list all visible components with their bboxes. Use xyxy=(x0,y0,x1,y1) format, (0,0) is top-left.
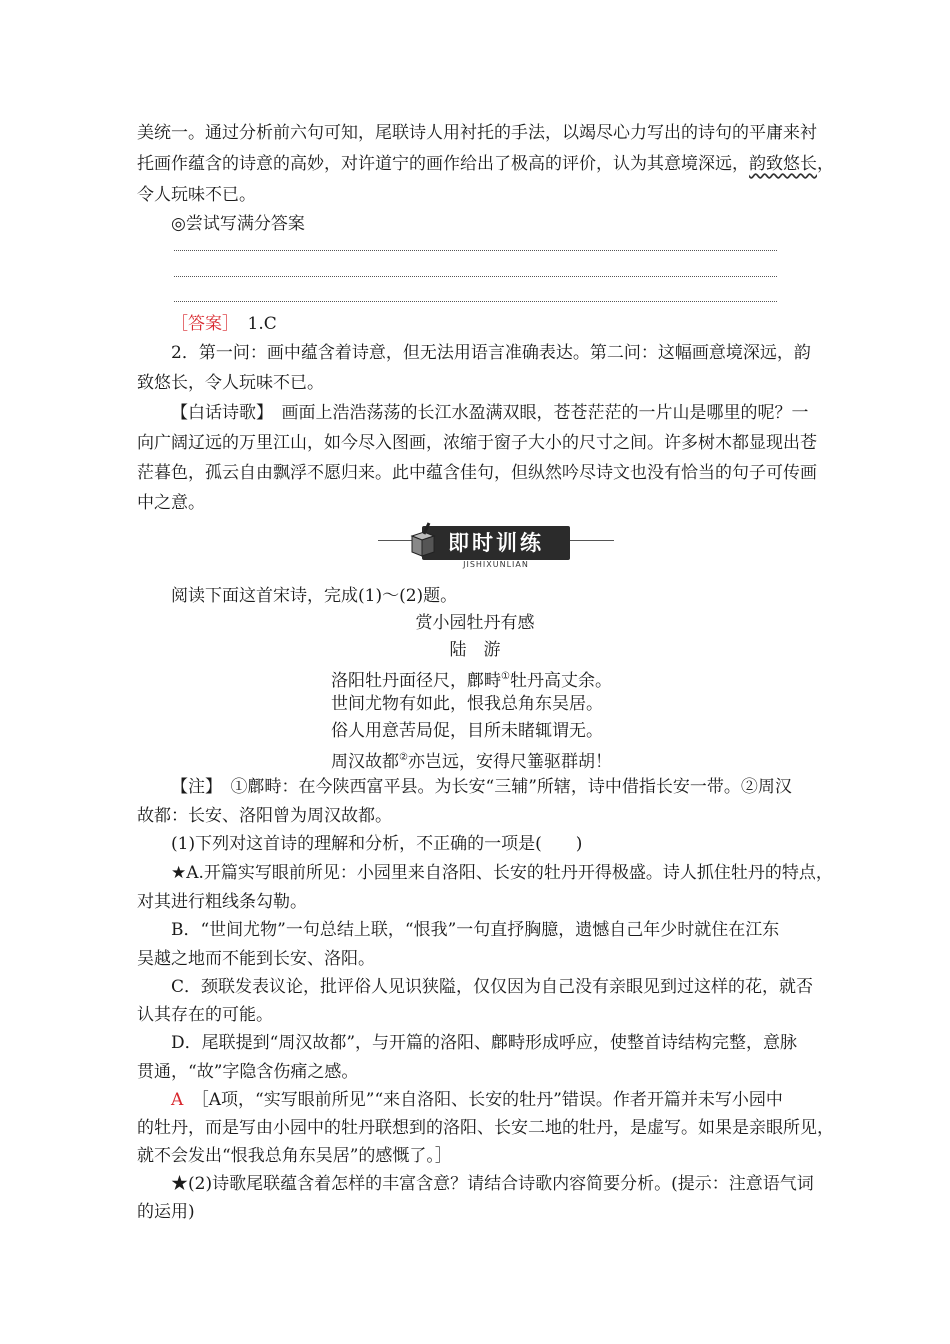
banner-title: 即时训练 xyxy=(422,526,570,560)
poem-line-2: 世间尤物有如此，恨我总角东吴居。 xyxy=(331,694,603,714)
footnote-marker: ② xyxy=(399,752,408,763)
option-c-line-1[interactable]: C．颈联发表议论，批评俗人见识狭隘，仅仅因为自己没有亲眼见到过这样的花，就否 xyxy=(171,977,814,997)
question-2-line-2: 的运用) xyxy=(137,1202,195,1222)
answer-letter: A xyxy=(171,1090,184,1110)
note-line-2: 故都：长安、洛阳曾为周汉故都。 xyxy=(137,806,392,826)
intro-line-1: 美统一。通过分析前六句可知，尾联诗人用衬托的手法，以竭尽心力写出的诗句的平庸来衬 xyxy=(137,123,817,143)
poem-author: 陆 游 xyxy=(449,640,501,660)
option-d-line-1[interactable]: D．尾联提到“周汉故都”，与开篇的洛阳、鄜畤形成呼应，使整首诗结构完整，意脉 xyxy=(171,1033,798,1053)
baihua-line-3: 茫暮色，孤云自由飘浮不愿归来。此中蕴含佳句，但纵然吟尽诗文也没有恰当的句子可传画 xyxy=(137,463,817,483)
option-a-line-1[interactable]: ★A.开篇实写眼前所见：小园里来自洛阳、长安的牡丹开得极盛。诗人抓住牡丹的特点， xyxy=(171,863,833,883)
note-line-1: 【注】 ①鄜畤：在今陕西富平县。为长安“三辅”所辖，诗中借指长安一带。②周汉 xyxy=(171,777,792,797)
section-banner xyxy=(378,518,614,576)
intro-line-2: 托画作蕴含的诗意的高妙，对许道宁的画作给出了极高的评价，认为其意境深远，韵致悠长， xyxy=(137,154,834,174)
poem-line-4: 周汉故都②亦岂远，安得尺箠驱群胡！ xyxy=(331,752,612,772)
option-b-line-1[interactable]: B．“世间尤物”一句总结上联，“恨我”一句直抒胸臆，遗憾自己年少时就住在江东 xyxy=(171,920,780,940)
question-1-stem: (1)下列对这首诗的理解和分析，不正确的一项是( ) xyxy=(171,834,583,854)
answer-q2-line-1: 2．第一问：画中蕴含着诗意，但无法用语言准确表达。第二问：这幅画意境深远，韵 xyxy=(171,343,811,363)
answer-blank-line[interactable] xyxy=(174,250,777,251)
intro-line-3: 令人玩味不已。 xyxy=(137,185,256,205)
banner-subtitle: JISHIXUNLIAN xyxy=(463,560,529,569)
poem-line-3: 俗人用意苦局促，目所未睹辄谓无。 xyxy=(331,721,603,741)
option-b-line-2: 吴越之地而不能到长安、洛阳。 xyxy=(137,949,375,969)
answer-blank-line[interactable] xyxy=(174,301,777,302)
baihua-line-4: 中之意。 xyxy=(137,493,205,513)
banner-rule-right xyxy=(570,540,614,541)
answer-line xyxy=(171,312,851,336)
footnote-marker: ① xyxy=(501,671,510,682)
baihua-line-1: 【白话诗歌】 画面上浩浩荡荡的长江水盈满双眼，苍苍茫茫的一片山是哪里的呢？一 xyxy=(171,403,809,423)
answer-label: ［答案］ xyxy=(171,314,231,334)
poem-line-1: 洛阳牡丹面径尺，鄜畤①牡丹高丈余。 xyxy=(331,671,612,691)
wavy-underlined-text: 韵致悠长 xyxy=(749,154,817,174)
option-c-line-2: 认其存在的可能。 xyxy=(137,1005,273,1025)
exercise-instruction: 阅读下面这首宋诗，完成(1)～(2)题。 xyxy=(171,586,458,606)
pencil-box-icon xyxy=(410,522,436,562)
answer-q2-line-2: 致悠长，令人玩味不已。 xyxy=(137,373,324,393)
explanation-line-1: A ［A项，“实写眼前所见”“来自洛阳、长安的牡丹”错误。作者开篇并未写小园中 xyxy=(171,1090,783,1110)
option-a-line-2: 对其进行粗线条勾勒。 xyxy=(137,892,307,912)
poem-title: 赏小园牡丹有感 xyxy=(415,613,535,633)
answer-value: 1.C xyxy=(247,314,277,334)
explanation-line-2: 的牡丹，而是写由小园中的牡丹联想到的洛阳、长安二地的牡丹，是虚写。如果是亲眼所见， xyxy=(137,1118,834,1138)
question-2-line-1: ★(2)诗歌尾联蕴含着怎样的丰富含意？请结合诗歌内容简要分析。(提示：注意语气词 xyxy=(171,1174,814,1194)
option-d-line-2: 贯通，“故”字隐含伤痛之感。 xyxy=(137,1062,359,1082)
answer-blank-line[interactable] xyxy=(174,276,777,277)
explanation-line-3: 就不会发出“恨我总角东吴居”的感慨了。］ xyxy=(137,1146,452,1166)
try-heading: ◎尝试写满分答案 xyxy=(171,214,305,234)
baihua-line-2: 向广阔辽远的万里江山，如今尽入图画，浓缩于窗子大小的尺寸之间。许多树木都显现出苍 xyxy=(137,433,817,453)
